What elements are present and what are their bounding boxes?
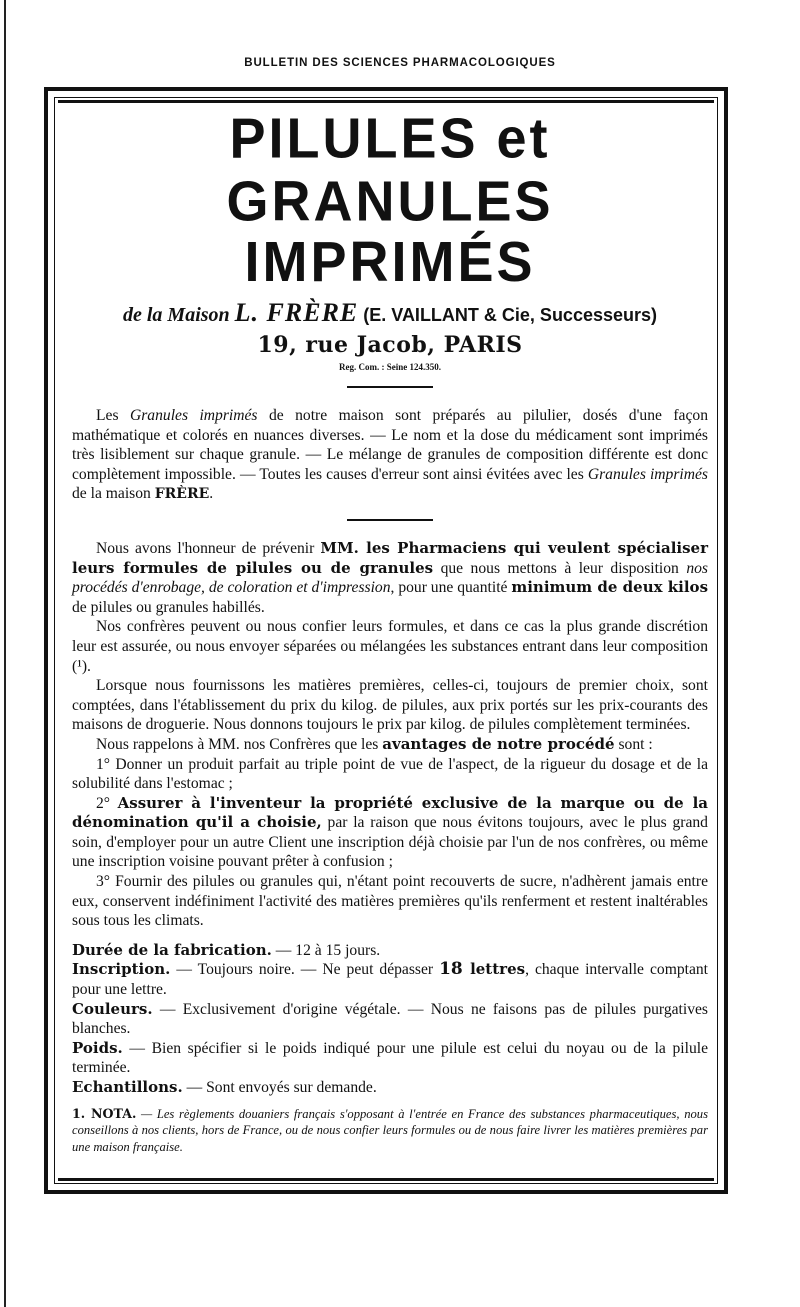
spec-colors — [72, 1000, 708, 1039]
body-paragraph — [72, 539, 708, 617]
headline: PILULES et GRANULES — [226, 107, 554, 233]
body-paragraphs — [72, 539, 708, 931]
intro-paragraph — [72, 406, 708, 505]
text-run: sont : — [614, 735, 653, 753]
text-run: Assurer à l'inventeur la propriété exclusive de la marque ou de la dénomination qu'il a choisie, — [72, 793, 708, 832]
text-run: — Toujours noire. — Ne peut dépasser — [170, 961, 440, 979]
text-run: Les — [96, 407, 130, 424]
body-paragraph — [72, 676, 708, 735]
company-line — [72, 298, 708, 328]
text-run: — Sont envoyés sur demande. — [182, 1079, 377, 1096]
text-run: que nous mettons à leur disposition — [433, 559, 687, 577]
text-run: Granules imprimés — [129, 407, 258, 424]
text-run: Echantillons. — [72, 1078, 183, 1096]
text-run: — Exclusivement d'origine végétale. — Nous ne faisons pas de pilules purgatives blanches. — [72, 1000, 708, 1038]
registration-number: Reg. Com. : Seine 124.350. — [339, 362, 441, 372]
text-run: de notre maison sont préparés au pilulier, dosés d'une façon mathématique et colorés en nuances diverses. — Le nom et la dose du médicament sont imprimés très lisiblement sur chaque granule. — Le mélange de granules de composition différente est donc complètement impossible. — Toutes les causes d'erreur sont ainsi évitées avec les — [72, 407, 708, 483]
headline-subtitle: IMPRIMÉS — [244, 230, 536, 294]
footnote — [72, 1106, 708, 1156]
text-run: — 12 à 15 jours. — [271, 941, 381, 959]
text-run: 3° Fournir des pilules ou granules qui, n'étant point recouverts de sucre, n'adhèrent jamais entre eux, conservent indéfiniment l'activité des matières premières qu'ils renferment et restent inaltérables sous tous les climats. — [72, 873, 708, 930]
text-run: Poids. — [72, 1038, 123, 1057]
text-run: 1. NOTA. — [72, 1105, 137, 1121]
running-head: BULLETIN DES SCIENCES PHARMACOLOGIQUES — [244, 57, 556, 69]
spec-inscription — [72, 960, 708, 999]
body-paragraph — [72, 617, 708, 676]
text-run: — Bien spécifier si le poids indiqué pour une pilule est celui du noyau ou de la pilule terminée. — [72, 1039, 708, 1077]
text-run: avantages de notre procédé — [382, 734, 615, 753]
text-run: minimum de deux kilos — [511, 578, 709, 597]
text-run: Granules imprimés — [587, 465, 709, 483]
text-run: Nos confrères peuvent ou nous confier leurs formules, et dans ce cas la plus grande discrétion leur est assurée, ou nous envoyer séparées ou mélangées les substances entrant dans leur composition (¹). — [72, 618, 708, 675]
specifications — [72, 941, 708, 1098]
advantage-item — [72, 872, 708, 931]
text-run: — Les règlements douaniers français s'opposant à l'entrée en France des substances pharmaceutiques, nous conseillons à nos clients, hors de France, ou de nous confier leurs formules ou de nous faire livrer les matières premières par une maison française. — [72, 1106, 708, 1154]
text-run: 1° Donner un produit parfait au triple point de vue de l'aspect, de la rigueur du dosage et de la solubilité dans l'estomac ; — [72, 755, 708, 793]
spec-weight — [72, 1039, 708, 1078]
text-run: Nous rappelons à MM. nos Confrères que les — [96, 735, 383, 753]
text-run: , pour une quantité — [390, 579, 512, 597]
company-address: 19, rue Jacob, PARIS — [257, 332, 523, 358]
text-run: MM. les Pharmaciens qui veulent spécialiser leurs formules de pilules ou de granules — [72, 538, 708, 577]
text-run: de pilules ou granules habillés. — [72, 598, 265, 616]
spec-samples — [72, 1078, 708, 1098]
text-run: FRÈRE — [154, 486, 210, 503]
text-run: de la maison — [72, 485, 155, 503]
text-run: , chaque intervalle comptant pour une lettre. — [72, 961, 708, 999]
company-prefix: de la Maison — [122, 304, 230, 326]
text-run: par la raison que nous évitons toujours, avec le plus grand soin, d'employer pour un autre Client une inscription déjà choisie par l'un de nos confrères, ou même une inscription voisine pouvant prêter à confusion ; — [72, 814, 708, 871]
advertisement-content — [72, 107, 709, 1168]
text-run: lettres — [462, 960, 526, 979]
text-run: nos procédés d'enrobage, de coloration et d'impression — [72, 559, 708, 597]
text-run: 18 — [439, 959, 463, 980]
spec-duration — [72, 941, 708, 961]
company-name: L. FRÈRE — [234, 298, 359, 327]
separator-rule — [347, 386, 433, 388]
separator-rule — [347, 519, 433, 521]
text-run: Couleurs. — [72, 999, 153, 1018]
company-successor: (E. VAILLANT & Cie, Successeurs) — [363, 305, 658, 325]
advantage-item — [72, 755, 708, 794]
advantage-item — [72, 794, 708, 872]
frame-rule-bottom — [58, 1178, 714, 1181]
text-run: Lorsque nous fournissons les matières premières, celles-ci, toujours de premier choix, sont comptées, dans l'établissement du prix du kilog. de pilules, aux prix portés sur les prix-courants des maisons de droguerie. Nous donnons toujours le prix par kilog. de pilules complètement terminées. — [72, 677, 708, 734]
text-run: . — [209, 485, 214, 503]
text-run: Durée de la fabrication. — [72, 940, 272, 959]
body-paragraph — [72, 735, 708, 755]
text-run: 2° — [96, 794, 118, 812]
text-run: Inscription. — [72, 960, 171, 979]
page-gutter-line — [4, 0, 6, 1307]
text-run: Nous avons l'honneur de prévenir — [96, 539, 321, 557]
